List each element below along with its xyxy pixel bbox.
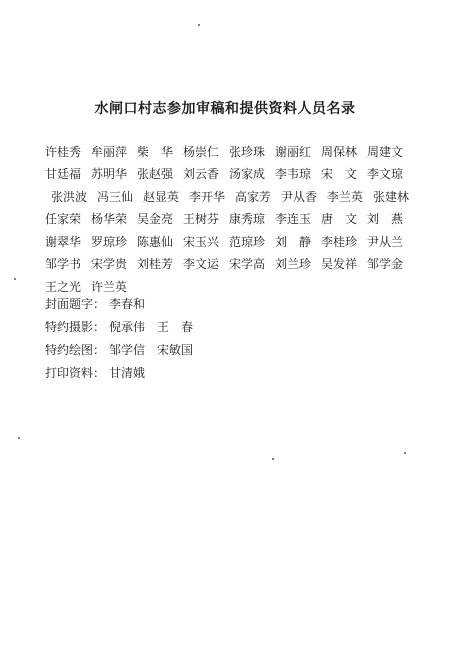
person-name: 李韦琼 (275, 167, 312, 182)
credit-name: 王 春 (157, 320, 194, 334)
person-name: 王树芬 (183, 212, 220, 227)
person-name: 李文琼 (367, 167, 404, 182)
person-name: 刘 静 (275, 234, 312, 249)
person-name: 唐 文 (321, 212, 358, 227)
person-name: 张建林 (373, 189, 410, 204)
person-name: 宋学高 (229, 257, 266, 272)
credit-label: 特约摄影： (45, 320, 106, 334)
person-name: 张珍珠 (229, 144, 266, 159)
person-name: 柴 华 (137, 144, 174, 159)
person-name: 冯三仙 (97, 189, 134, 204)
person-name: 刘 燕 (367, 212, 404, 227)
credit-row-typing (45, 361, 425, 384)
credit-row-cover-calligraphy (45, 292, 425, 315)
person-name: 杨崇仁 (183, 144, 220, 159)
person-name: 周建文 (367, 144, 404, 159)
person-name: 高家芳 (235, 189, 272, 204)
person-name: 周保林 (321, 144, 358, 159)
name-row (45, 253, 445, 276)
person-name: 张洪波 (51, 189, 88, 204)
credit-row-photography (45, 315, 425, 338)
person-name: 许桂秀 (45, 144, 82, 159)
person-name: 任家荣 (45, 212, 82, 227)
credits-list (45, 292, 425, 384)
name-row (45, 185, 445, 208)
scan-speck (198, 24, 200, 26)
person-name: 李开华 (189, 189, 226, 204)
person-name: 甘廷福 (45, 167, 82, 182)
person-name: 康秀琼 (229, 212, 266, 227)
person-name: 邹学书 (45, 257, 82, 272)
person-name: 刘兰珍 (275, 257, 312, 272)
scan-speck (18, 437, 20, 439)
name-row (45, 208, 445, 231)
person-name: 李连玉 (275, 212, 312, 227)
person-name: 杨华荣 (91, 212, 128, 227)
credit-name: 李春和 (109, 297, 146, 311)
name-row (45, 163, 445, 186)
person-name: 范琼珍 (229, 234, 266, 249)
scan-speck (14, 278, 16, 280)
person-name: 刘云香 (183, 167, 220, 182)
person-name: 尹从兰 (367, 234, 404, 249)
person-name: 邹学金 (367, 257, 404, 272)
person-name: 宋学贵 (91, 257, 128, 272)
person-name: 赵显英 (143, 189, 180, 204)
person-name: 刘桂芳 (137, 257, 174, 272)
scan-speck (404, 452, 406, 454)
person-name: 吴发祥 (321, 257, 358, 272)
page-title: 水闸口村志参加审稿和提供资料人员名录 (94, 101, 356, 117)
credit-name: 甘清娥 (109, 366, 146, 380)
person-name: 宋玉兴 (183, 234, 220, 249)
name-row (45, 230, 445, 253)
credit-name: 倪承伟 (109, 320, 146, 334)
person-name: 张赵强 (137, 167, 174, 182)
person-name: 李兰英 (327, 189, 364, 204)
person-name: 谢丽红 (275, 144, 312, 159)
name-list (45, 140, 445, 298)
person-name: 牟丽萍 (91, 144, 128, 159)
person-name: 王之光 (45, 279, 82, 294)
person-name: 吴金亮 (137, 212, 174, 227)
credit-row-drawing (45, 338, 425, 361)
person-name: 罗琼珍 (91, 234, 128, 249)
person-name: 尹从香 (281, 189, 318, 204)
credit-name: 邹学信 (109, 343, 146, 357)
scan-speck (272, 458, 274, 460)
person-name: 宋 文 (321, 167, 358, 182)
person-name: 苏明华 (91, 167, 128, 182)
person-name: 李文运 (183, 257, 220, 272)
person-name: 李桂珍 (321, 234, 358, 249)
person-name: 许兰英 (91, 279, 128, 294)
credit-name: 宋敏国 (157, 343, 194, 357)
credit-label: 打印资料： (45, 366, 106, 380)
person-name: 谢翠华 (45, 234, 82, 249)
person-name: 汤家成 (229, 167, 266, 182)
person-name: 陈惠仙 (137, 234, 174, 249)
credit-label: 封面题字： (45, 297, 106, 311)
name-row (45, 140, 445, 163)
credit-label: 特约绘图： (45, 343, 106, 357)
